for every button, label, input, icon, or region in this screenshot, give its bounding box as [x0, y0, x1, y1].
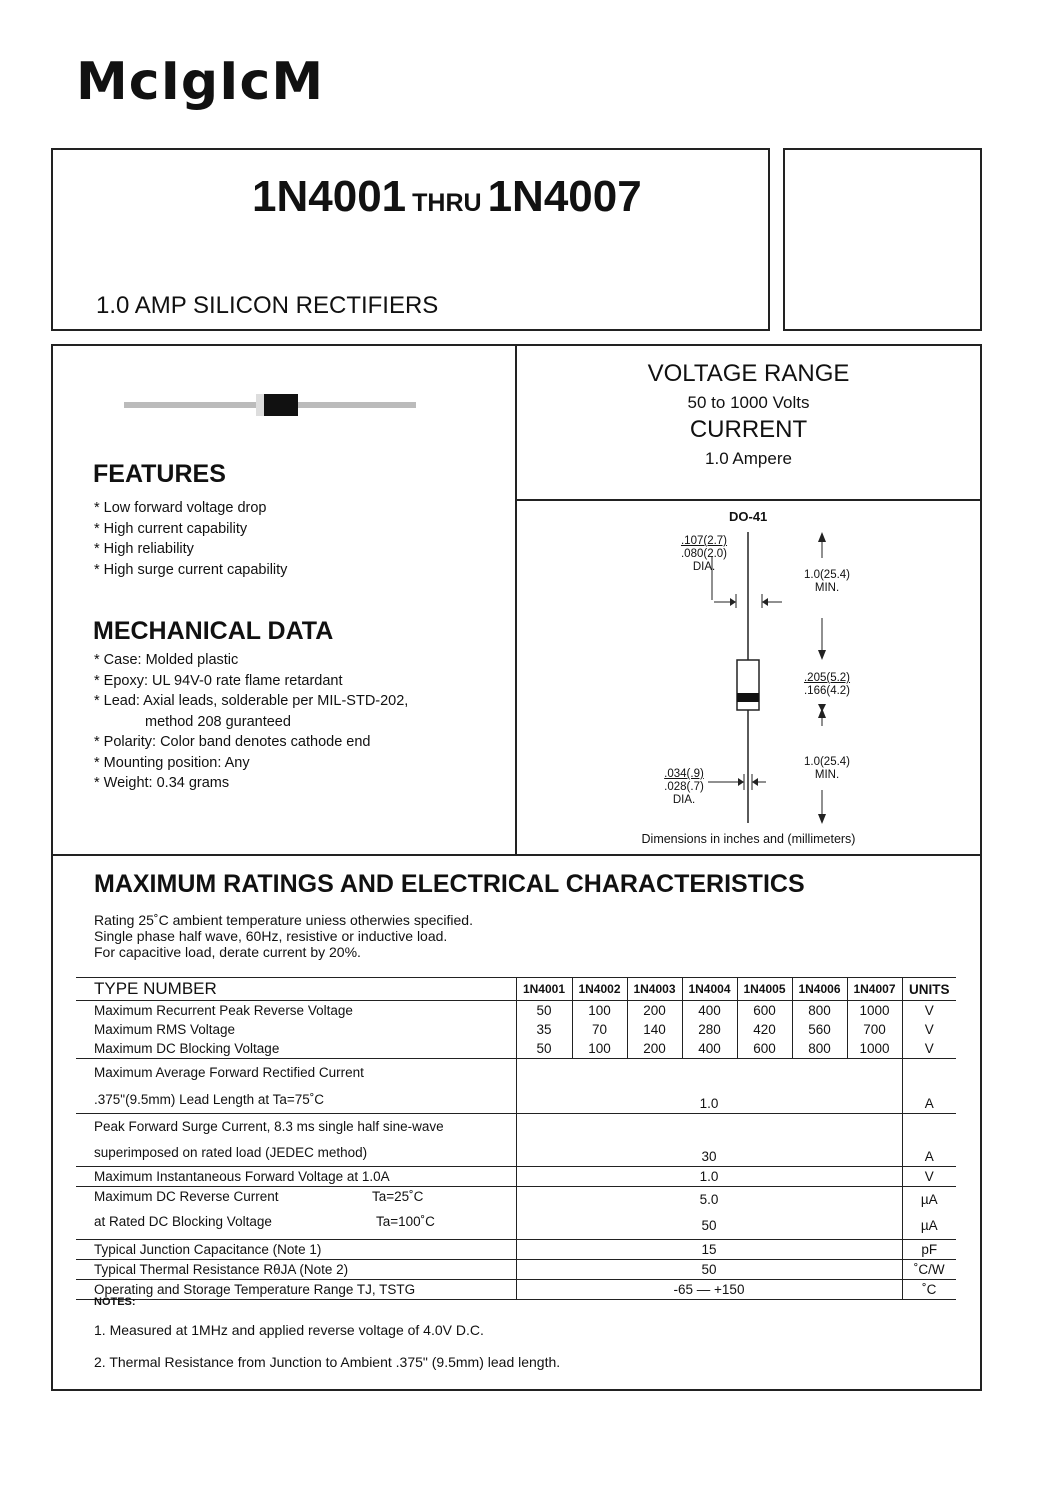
mechanical-heading: MECHANICAL DATA	[93, 617, 334, 645]
lead-length-label-1: 1.0(25.4) MIN.	[803, 569, 851, 594]
ratings-table	[76, 977, 956, 1300]
brand-logo: McIgIcM	[76, 52, 325, 112]
part-end: 1N4007	[487, 172, 642, 221]
table-row: Operating and Storage Temperature Range TJ, TSTG -65 — +150 ˚C	[76, 1280, 956, 1300]
feature-item: * High reliability	[94, 541, 194, 557]
page-subtitle: 1.0 AMP SILICON RECTIFIERS	[96, 292, 439, 319]
wire-dia-label: .034(.9) .028(.7) DIA.	[664, 768, 704, 806]
table-header-row: TYPE NUMBER 1N4001 1N4002 1N4003 1N4004 1N4005 1N4006 1N4007 UNITS	[76, 978, 956, 1001]
voltage-value: 50 to 1000 Volts	[687, 393, 810, 412]
footnote-item: 2. Thermal Resistance from Junction to Ambient .375" (9.5mm) lead length.	[94, 1354, 561, 1370]
diode-illustration	[120, 388, 420, 422]
feature-item: * Low forward voltage drop	[94, 500, 267, 516]
lead-dia-label: .107(2.7) .080(2.0) DIA.	[680, 535, 728, 573]
ratings-conditions: Rating 25˚C ambient temperature uniess otherwies specified. Single phase half wave, 60Hz, resistive or inductive load. For capacitive load, derate current by 20%.	[94, 912, 473, 960]
features-heading: FEATURES	[93, 460, 226, 488]
thru-label: THRU	[412, 189, 482, 217]
current-heading: CURRENT	[689, 416, 808, 443]
mech-item: * Case: Molded plastic	[94, 652, 239, 668]
table-row: Typical Junction Capacitance (Note 1) 15 pF	[76, 1240, 956, 1260]
mech-item: * Epoxy: UL 94V-0 rate flame retardant	[94, 672, 343, 689]
page-title	[252, 172, 642, 222]
header-side-box	[783, 148, 982, 331]
table-row: Typical Thermal Resistance RθJA (Note 2) 50 ˚C/W	[76, 1260, 956, 1280]
body-length-label: .205(5.2) .166(4.2)	[803, 672, 851, 697]
table-row: Maximum Average Forward Rectified Current .375"(9.5mm) Lead Length at Ta=75˚C 1.0 A	[76, 1059, 956, 1114]
part-start: 1N4001	[252, 172, 407, 221]
footnote-item: 1. Measured at 1MHz and applied reverse voltage of 4.0V D.C.	[94, 1322, 484, 1338]
features-list	[94, 498, 287, 580]
package-caption: Dimensions in inches and (millimeters)	[641, 832, 856, 846]
voltage-heading: VOLTAGE RANGE	[647, 360, 850, 387]
ratings-summary	[517, 360, 980, 469]
package-name: DO-41	[729, 509, 768, 524]
lead-length-label-2: 1.0(25.4) MIN.	[803, 756, 851, 781]
table-row: Maximum DC Reverse Current Ta=25˚C at Rated DC Blocking Voltage Ta=100˚C 5.0 50 µA µA	[76, 1187, 956, 1240]
ratings-heading: MAXIMUM RATINGS AND ELECTRICAL CHARACTERISTICS	[94, 870, 805, 898]
feature-item: * High surge current capability	[94, 561, 288, 578]
footnotes-heading: NOTES:	[94, 1296, 136, 1308]
table-row: Maximum Instantaneous Forward Voltage at 1.0A 1.0 V	[76, 1167, 956, 1187]
mech-item: * Lead: Axial leads, solderable per MIL-STD-202,	[94, 693, 409, 709]
table-row: Maximum Recurrent Peak Reverse Voltage 50 100 200 400 600 800 1000 V	[76, 1001, 956, 1021]
table-row: Maximum RMS Voltage 35 70 140 280 420 560 700 V	[76, 1020, 956, 1039]
footnotes	[94, 1296, 560, 1370]
mech-item: * Polarity: Color band denotes cathode end	[94, 734, 371, 750]
table-row: Peak Forward Surge Current, 8.3 ms single half sine-wave superimposed on rated load (JEDEC method) 30 A	[76, 1114, 956, 1167]
current-value: 1.0 Ampere	[705, 449, 792, 468]
mech-item: * Mounting position: Any	[94, 754, 250, 771]
mechanical-list	[94, 650, 408, 794]
mech-item: method 208 guranteed	[145, 713, 291, 730]
mech-item: * Weight: 0.34 grams	[94, 775, 230, 791]
feature-item: * High current capability	[94, 520, 248, 537]
table-row: Maximum DC Blocking Voltage 50 100 200 400 600 800 1000 V	[76, 1039, 956, 1059]
